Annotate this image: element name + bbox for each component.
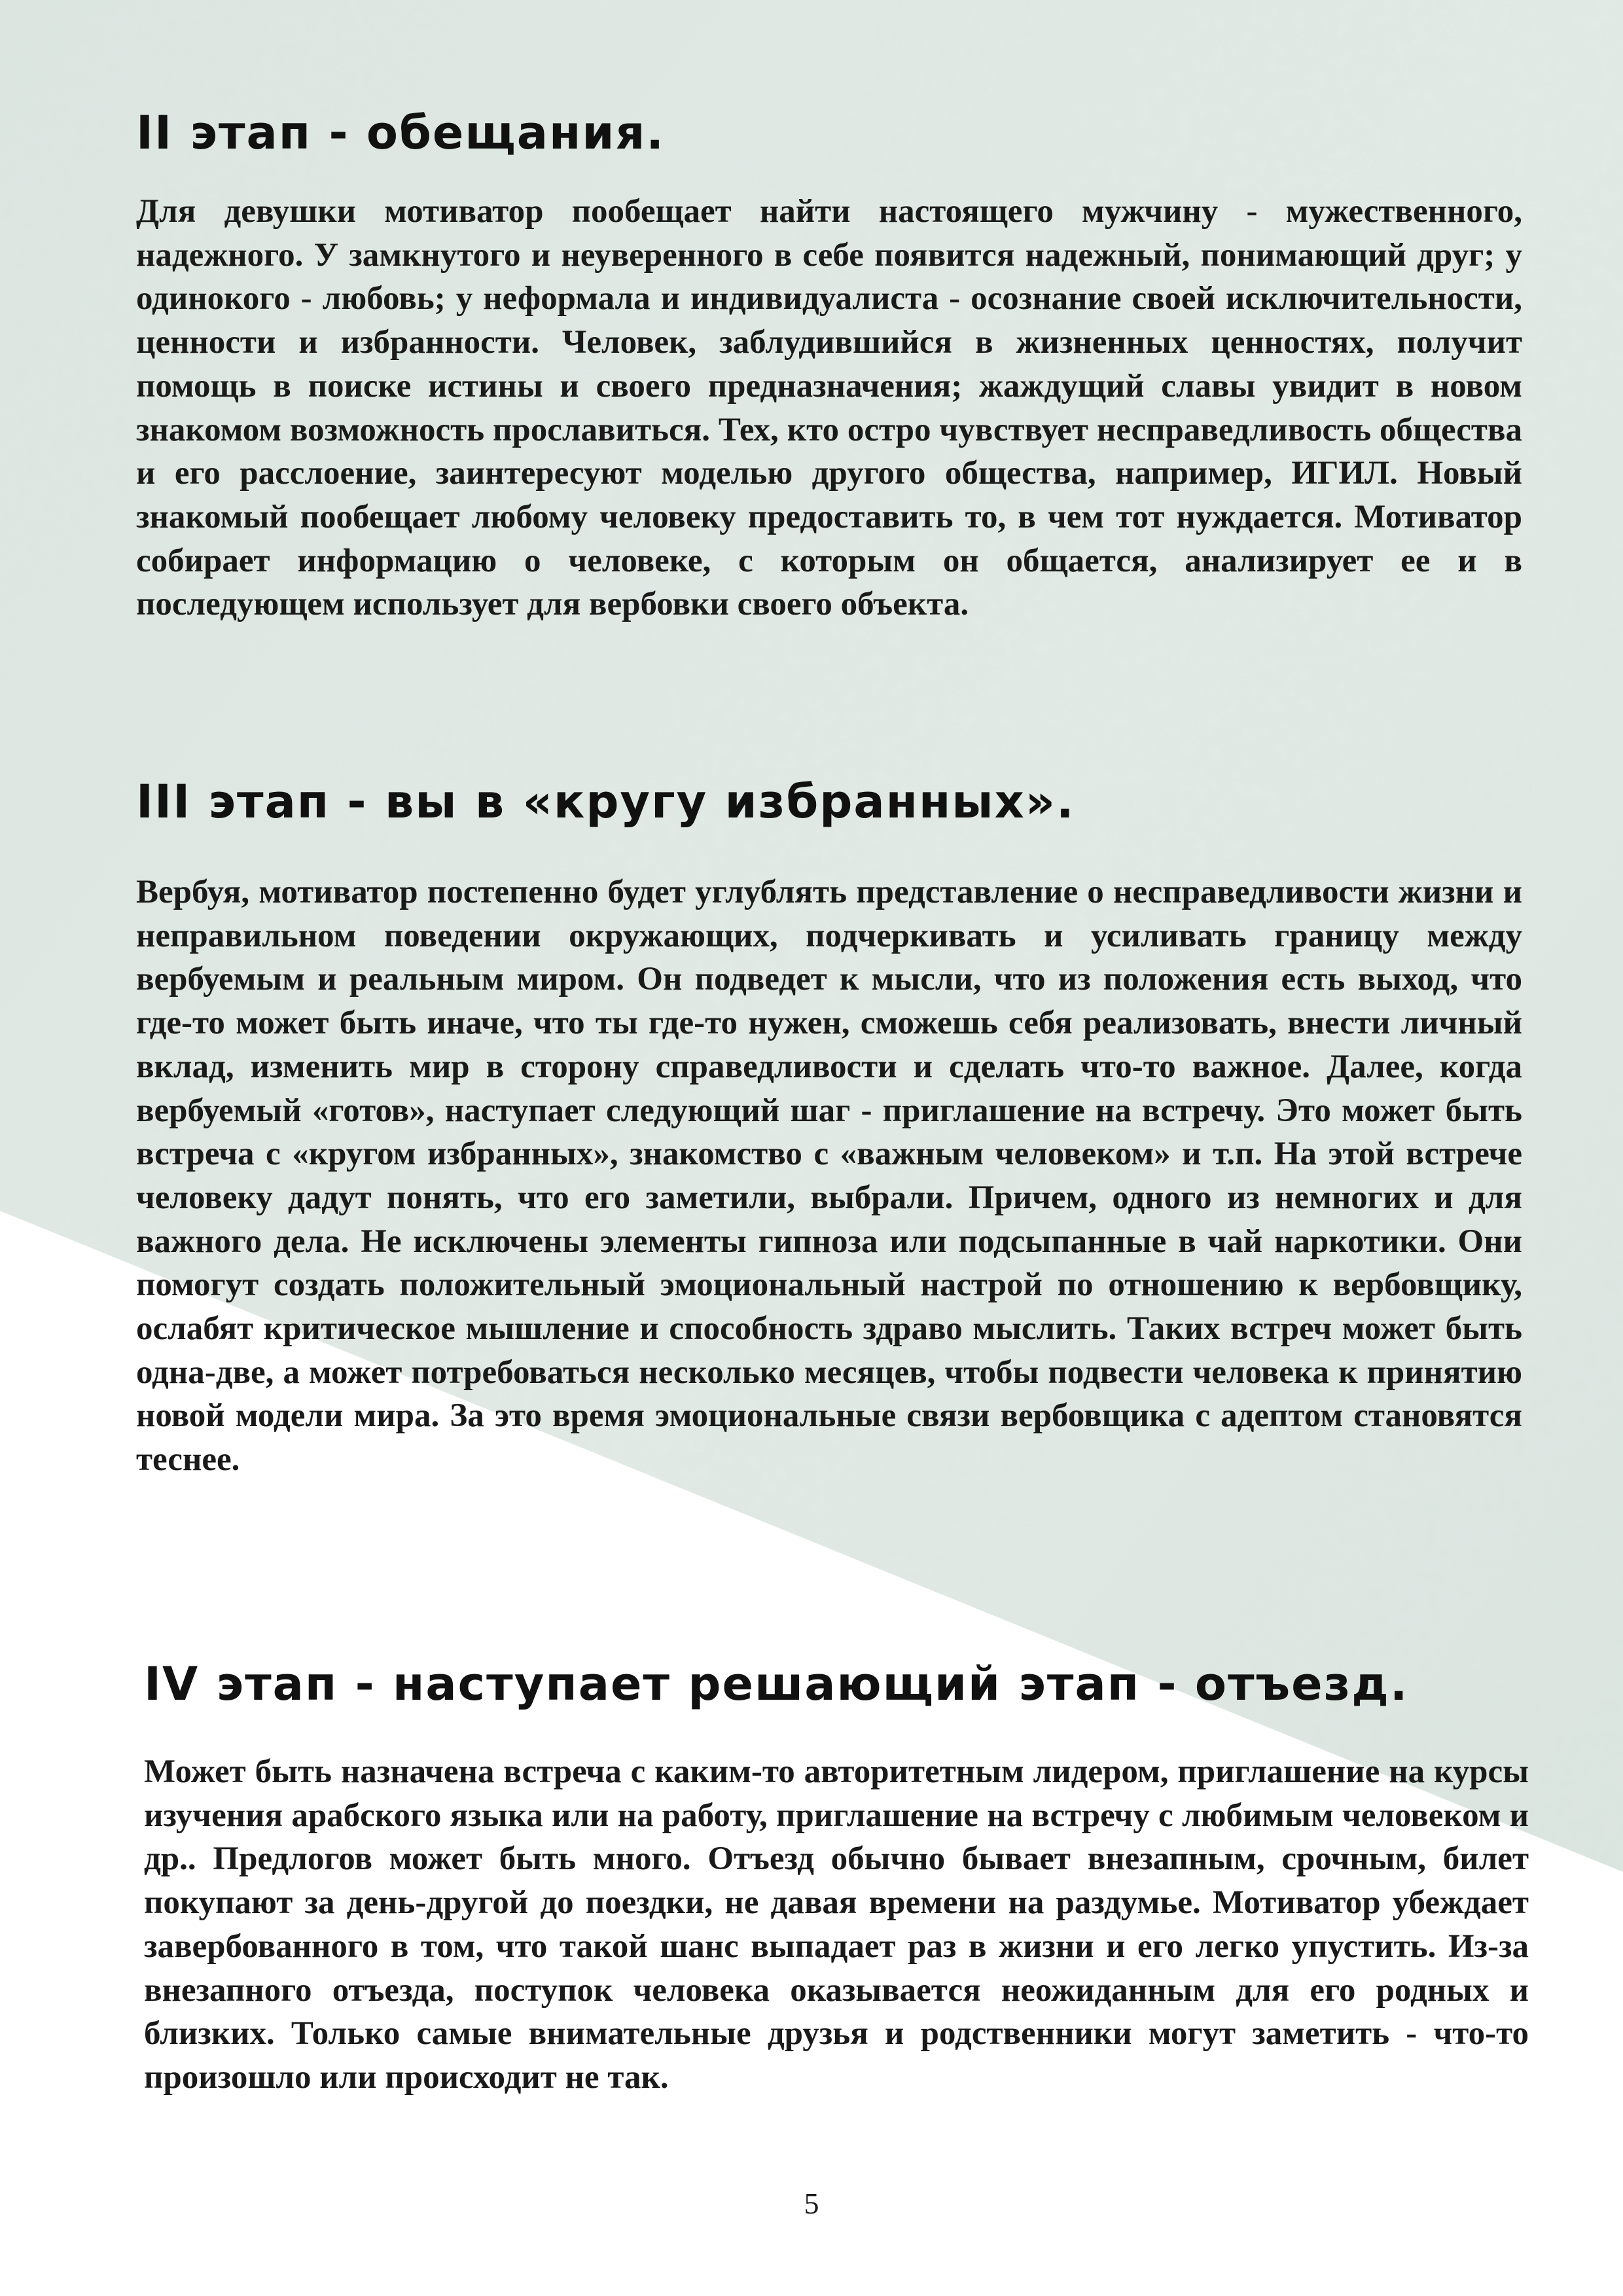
section-body: Для девушки мотиватор пообещает найти настоящего мужчину - мужественного, надежного. У замкнутого и неуверенного в себе появится надежный, понимающий друг; у одинокого - любовь; у неформала и индивидуалиста - осознание своей исключительности, ценности и избранности. Человек, заблудившийся в жизненных ценностях, получит помощь в поиске истины и своего предназначения; жаждущий славы увидит в новом знакомом возможность прославиться. Тех, кто остро чувствует несправедливость общества и его расслоение, заинтересуют моделью другого общества, например, ИГИЛ. Новый знакомый пообещает любому человеку предоставить то, в чем тот нуждается. Мотиватор собирает информацию о человеке, с которым он общается, анализирует ее и в последующем использует для вербовки своего объекта. [136, 193, 1522, 623]
section-heading: II этап - обещания. [136, 106, 665, 160]
section-heading: IV этап - наступает решающий этап - отъезд. [144, 1657, 1409, 1711]
page-number: 5 [804, 2187, 819, 2220]
section-stage-2 [136, 103, 1522, 626]
section-heading: III этап - вы в «кругу избранных». [136, 775, 1075, 829]
section-body: Вербуя, мотиватор постепенно будет углублять представление о несправедливости жизни и неправильном поведении окружающих, подчеркивать и усиливать границу между вербуемым и реальным миром. Он подведет к мысли, что из положения есть выход, что где-то может быть иначе, что ты где-то нужен, сможешь себя реализовать, внести личный вклад, изменить мир в сторону справедливости и сделать что-то важное. Далее, когда вербуемый «готов», наступает следующий шаг - приглашение на встречу. Это может быть встреча с «кругом избранных», знакомство с «важным человеком» и т.п. На этой встрече человеку дадут понять, что его заметили, выбрали. Причем, одного из немногих и для важного дела. Не исключены элементы гипноза или подсыпанные в чай наркотики. Они помогут создать положительный эмоциональный настрой по отношению к вербовщику, ослабят критическое мышление и способность здраво мыслить. Таких встреч может быть одна-две, а может потребоваться несколько месяцев, чтобы подвести человека к принятию новой модели мира. За это время эмоциональные связи вербовщика с адептом становятся теснее. [136, 874, 1522, 1479]
section-body: Может быть назначена встреча с каким-то авторитетным лидером, приглашение на курсы изучения арабского языка или на работу, приглашение на встречу с любимым человеком и др.. Предлогов может быть много. Отъезд обычно бывает внезапным, срочным, билет покупают за день-другой до поездки, не давая времени на раздумье. Мотиватор убеждает завербованного в том, что такой шанс выпадает раз в жизни и его легко упустить. Из-за внезапного отъезда, поступок человека оказывается неожиданным для его родных и близких. Только самые внимательные друзья и родственники могут заметить - что-то произошло или происходит не так. [144, 1753, 1529, 2096]
section-stage-3 [136, 772, 1522, 1482]
section-stage-4 [144, 1655, 1529, 2100]
